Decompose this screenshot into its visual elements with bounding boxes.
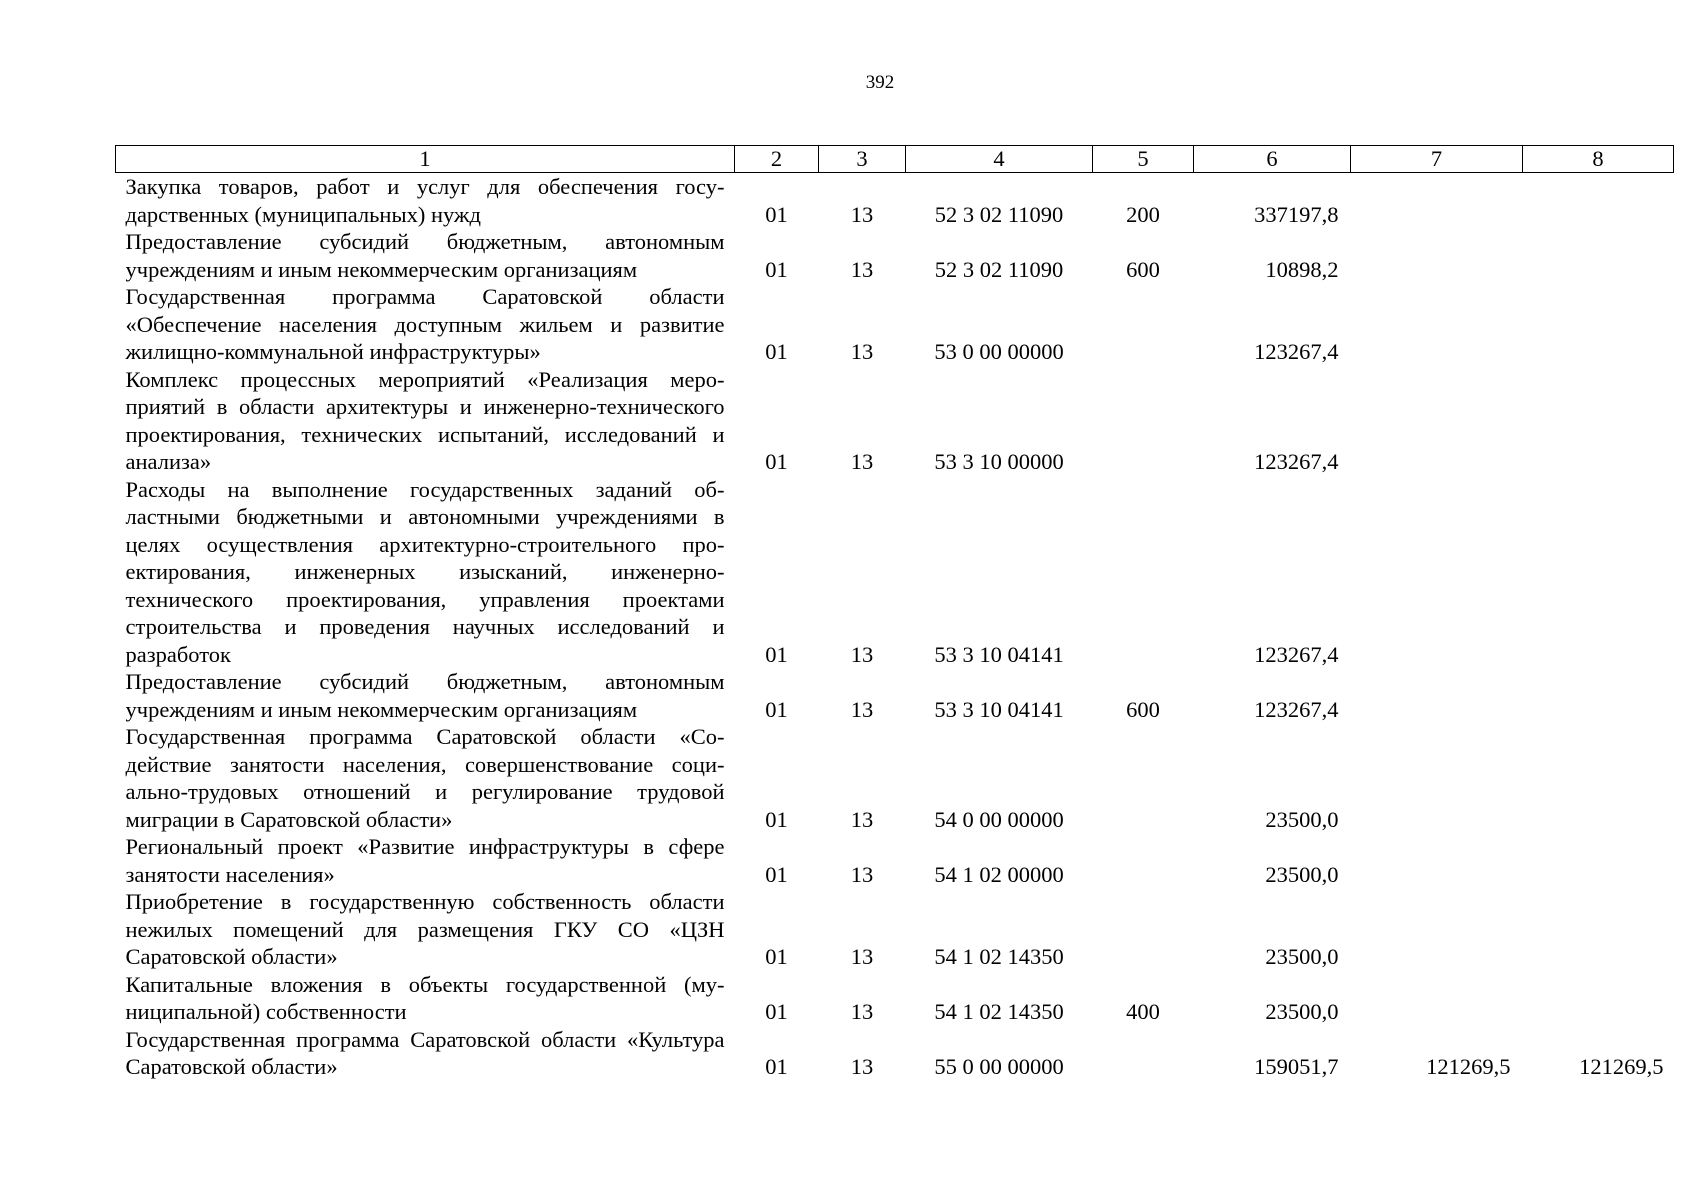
amount-col-7: 121269,5 [1426,1054,1511,1079]
target-article-code: 53 3 10 04141 [934,696,1064,722]
amount-col-7 [1351,833,1523,888]
expense-type-code: 600 [1126,696,1160,722]
column-header: 1 [116,146,735,173]
subsection-code: 13 [850,1054,874,1079]
subsection-code: 13 [850,861,874,887]
table-row [116,888,1674,971]
amount-col-6: 23500,0 [1265,861,1339,887]
amount-col-6: 123267,4 [1254,696,1339,722]
amount-col-7 [1351,971,1523,1026]
table-row [116,283,1674,366]
expense-type-code [1093,723,1194,833]
subsection-code: 13 [850,449,874,474]
column-number-header-row [116,146,1674,173]
amount-col-8 [1523,723,1674,833]
table-row [116,173,1674,229]
row-description: Комплекс процессных мероприятий «Реализация мероприятий в области архитектуры и инженерно-технического проектирования, технических испытаний, исследований и анализа» [125,366,725,474]
column-header: 8 [1523,146,1674,173]
amount-col-8 [1523,228,1674,283]
amount-col-6: 23500,0 [1265,999,1339,1024]
column-header: 6 [1194,146,1351,173]
table-row [116,366,1674,476]
amount-col-6: 337197,8 [1254,201,1339,227]
section-code: 01 [765,696,788,722]
subsection-code: 13 [850,696,874,722]
subsection-code: 13 [850,201,874,227]
amount-col-6: 159051,7 [1254,1054,1339,1079]
expense-type-code [1093,283,1194,366]
amount-col-7 [1351,283,1523,366]
expense-type-code [1093,366,1194,476]
amount-col-7 [1351,366,1523,476]
target-article-code: 52 3 02 11090 [934,201,1064,227]
subsection-code: 13 [850,806,874,832]
target-article-code: 54 1 02 14350 [934,999,1064,1024]
table-row [116,1026,1674,1081]
section-code: 01 [765,944,788,969]
amount-col-8 [1523,668,1674,723]
section-code: 01 [765,641,788,667]
target-article-code: 53 3 10 00000 [934,449,1064,474]
row-description: Государственная программа Саратовской области «Обеспечение населения доступным жильем и развитие жилищно-коммунальной инфраструктуры» [125,284,725,364]
amount-col-8 [1523,971,1674,1026]
row-description: Расходы на выполнение государственных заданий областными бюджетными и автономными учреждениями в целях осуществления архитектурно-строительного проектирования, инженерных изысканий, инженерно-технического проектирования, управления проектами строительства и проведения научных исследований и разработок [125,476,725,667]
amount-col-6: 123267,4 [1254,449,1339,474]
section-code: 01 [765,806,788,832]
row-description: Государственная программа Саратовской области «Культура Саратовской области» [125,1026,725,1079]
section-code: 01 [765,339,788,364]
row-description: Закупка товаров, работ и услуг для обеспечения государственных (муниципальных) нужд [125,174,725,227]
row-description: Государственная программа Саратовской области «Содействие занятости населения, совершенствование социально-трудовых отношений и регулирование трудовой миграции в Саратовской области» [125,724,725,832]
expense-type-code [1093,888,1194,971]
expense-type-code [1093,833,1194,888]
amount-col-8 [1523,366,1674,476]
target-article-code: 53 3 10 04141 [934,641,1064,667]
section-code: 01 [765,256,788,282]
amount-col-8 [1523,833,1674,888]
expense-type-code [1093,1026,1194,1081]
subsection-code: 13 [850,999,874,1024]
section-code: 01 [765,861,788,887]
row-description: Предоставление субсидий бюджетным, автономным учреждениям и иным некоммерческим организациям [125,669,725,722]
subsection-code: 13 [850,256,874,282]
section-code: 01 [765,201,788,227]
target-article-code: 54 0 00 00000 [934,806,1064,832]
target-article-code: 54 1 02 14350 [934,944,1064,969]
target-article-code: 54 1 02 00000 [934,861,1064,887]
row-description: Приобретение в государственную собственность области нежилых помещений для размещения ГКУ СО «ЦЗН Саратовской области» [125,889,725,969]
amount-col-7 [1351,723,1523,833]
amount-col-7 [1351,228,1523,283]
target-article-code: 52 3 02 11090 [934,256,1064,282]
budget-table [115,145,1674,1081]
table-row [116,228,1674,283]
table-row [116,723,1674,833]
row-description: Региональный проект «Развитие инфраструктуры в сфере занятости населения» [125,834,725,887]
table-row [116,476,1674,669]
amount-col-8 [1523,173,1674,229]
amount-col-7 [1351,173,1523,229]
table-row [116,971,1674,1026]
expense-type-code: 200 [1126,201,1160,227]
column-header: 2 [735,146,819,173]
amount-col-7 [1351,476,1523,669]
amount-col-7 [1351,888,1523,971]
amount-col-8 [1523,283,1674,366]
amount-col-6: 10898,2 [1265,256,1339,282]
expense-type-code: 400 [1126,999,1160,1024]
table-row [116,833,1674,888]
column-header: 5 [1093,146,1194,173]
section-code: 01 [765,1054,788,1079]
amount-col-6: 23500,0 [1265,944,1339,969]
column-header: 4 [906,146,1093,173]
section-code: 01 [765,999,788,1024]
amount-col-6: 123267,4 [1254,339,1339,364]
row-description: Предоставление субсидий бюджетным, автономным учреждениям и иным некоммерческим организациям [125,229,725,282]
subsection-code: 13 [850,944,874,969]
expense-type-code: 600 [1126,256,1160,282]
subsection-code: 13 [850,339,874,364]
expense-type-code [1093,476,1194,669]
amount-col-8 [1523,888,1674,971]
row-description: Капитальные вложения в объекты государственной (муниципальной) собственности [125,971,725,1024]
amount-col-8 [1523,476,1674,669]
table-row [116,668,1674,723]
column-header: 7 [1351,146,1523,173]
page-number: 392 [865,72,895,93]
amount-col-6: 123267,4 [1254,641,1339,667]
section-code: 01 [765,449,788,474]
target-article-code: 53 0 00 00000 [934,339,1064,364]
column-header: 3 [819,146,906,173]
amount-col-6: 23500,0 [1265,806,1339,832]
amount-col-7 [1351,668,1523,723]
subsection-code: 13 [850,641,874,667]
target-article-code: 55 0 00 00000 [934,1054,1064,1079]
amount-col-8: 121269,5 [1579,1054,1664,1079]
